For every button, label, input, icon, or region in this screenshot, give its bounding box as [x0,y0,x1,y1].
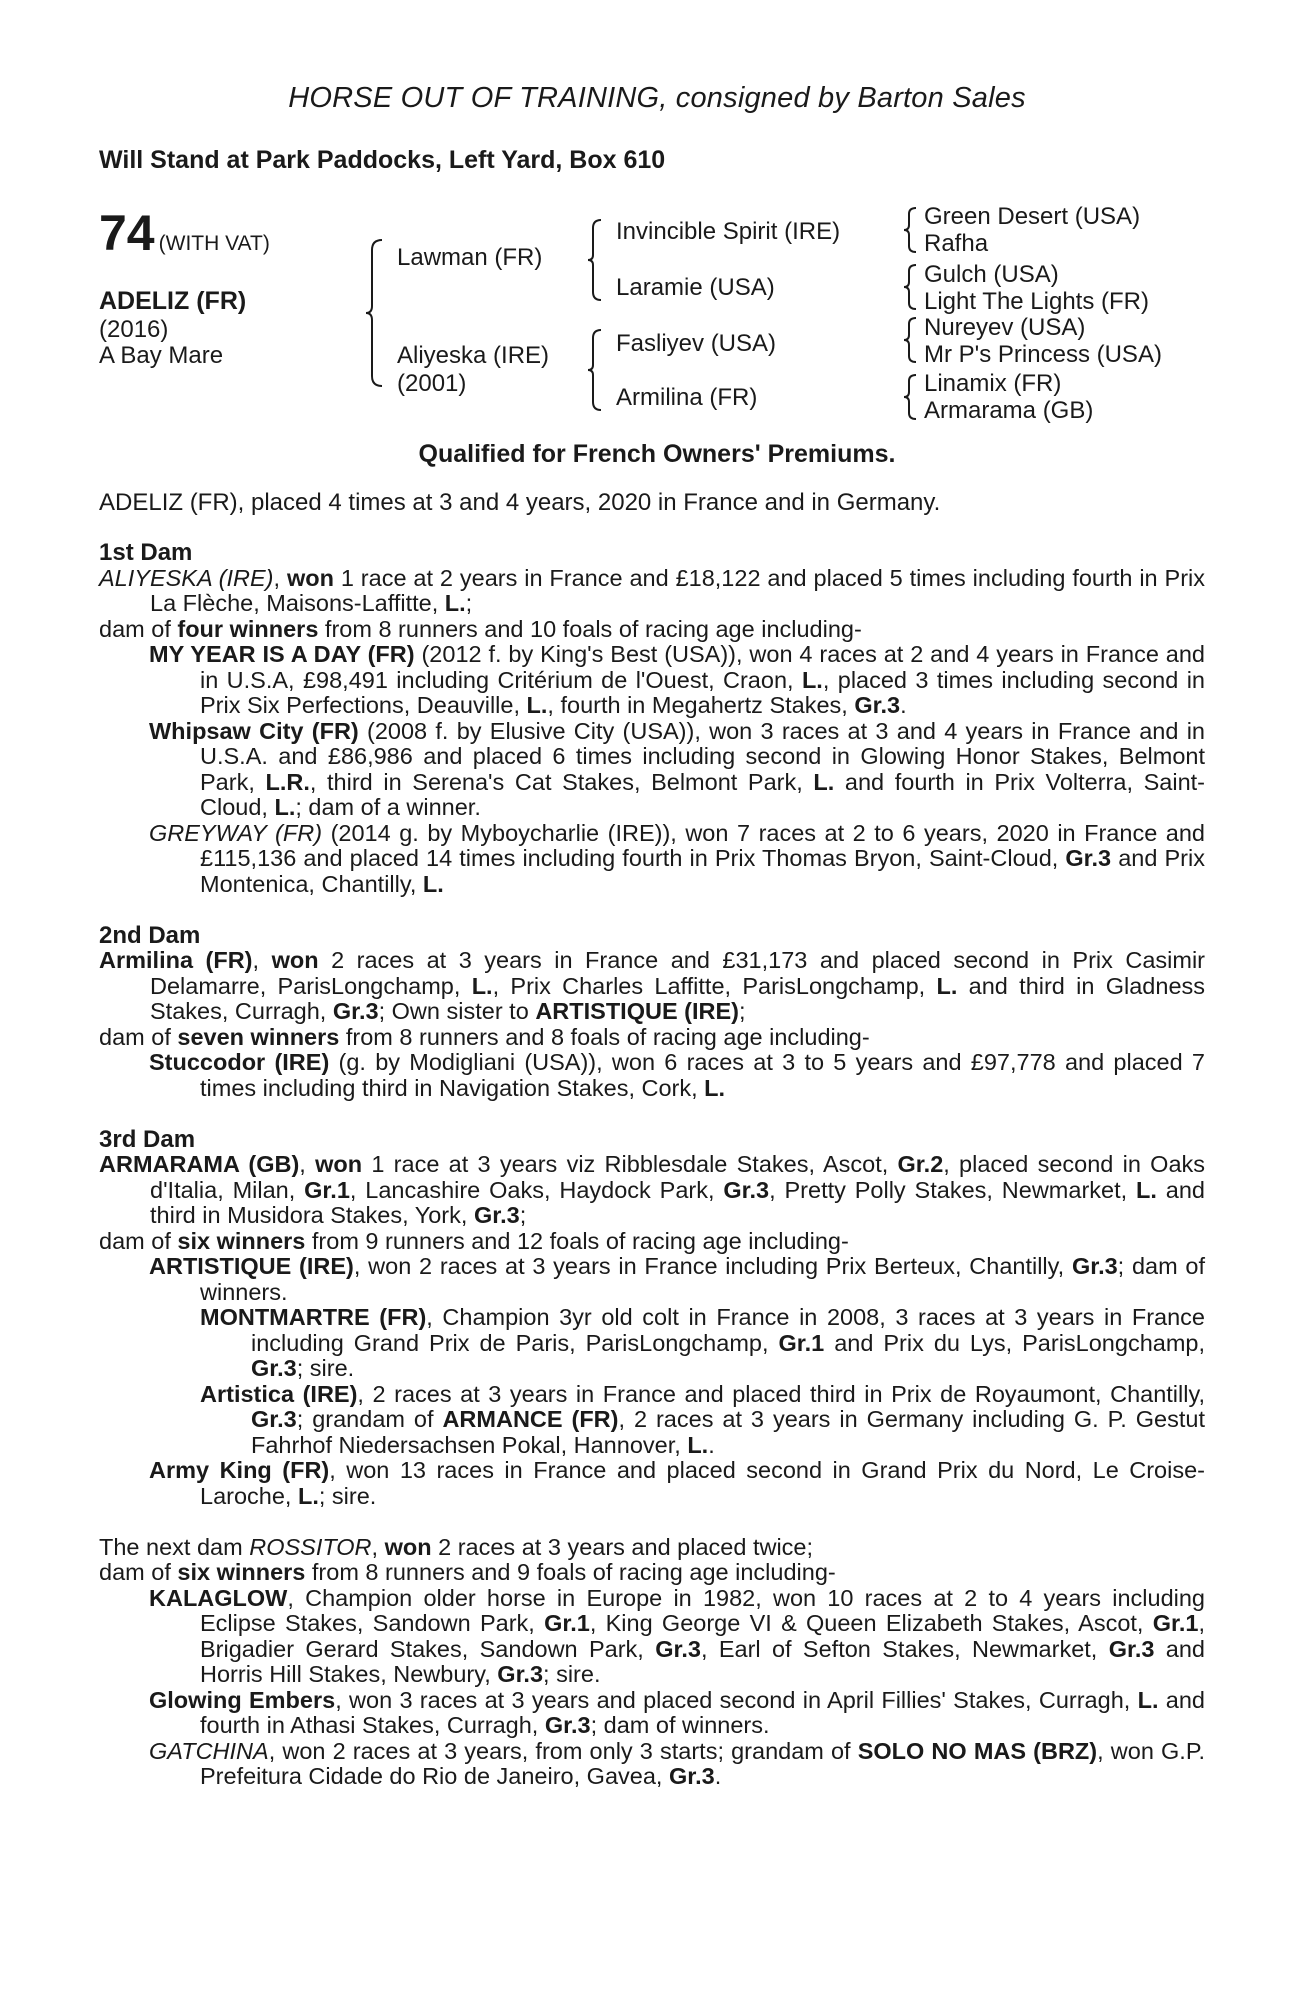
text: and Prix du Lys, ParisLongchamp, [824,1329,1206,1356]
text: ; sire. [543,1661,601,1687]
text: , [371,1533,385,1560]
text: , placed 3 times including second in Prix Six Perfections, Deauville, [200,666,1205,718]
horse-summary: ADELIZ (FR), placed 4 times at 3 and 4 years, 2020 in France and in Germany. [99,489,941,516]
catalogue-header: HORSE OUT OF TRAINING, consigned by Barton Sales [288,82,1026,114]
produce-entry [99,1254,1205,1305]
grade: L. [704,1074,726,1101]
text: , King George VI & Queen Elizabeth Stakes, Ascot, [589,1610,1153,1636]
produce-name: Whipsaw City (FR) [149,717,359,744]
produce-entry [99,1050,1205,1101]
produce-name: ARTISTIQUE (IRE) [149,1253,354,1279]
text: , Champion 3yr old colt in France in 2008, 3 races at 3 years in France including Grand Prix de Paris, ParisLongchamp, [251,1304,1205,1356]
grade: L. [801,666,823,693]
pedigree-sire-dam: Laramie (USA) [616,274,775,301]
text: ; sire. [318,1482,377,1509]
text: , Brigadier Gerard Stakes, Sandown Park, [200,1610,1205,1662]
grade: Gr.3 [544,1712,591,1738]
qualification-note: Qualified for French Owners' Premiums. [418,440,896,468]
text: from 8 runners and 8 foals of racing age including- [339,1023,870,1050]
text: ; sire. [296,1355,355,1381]
produce-entry [99,1458,1205,1509]
pedigree-g7: Linamix (FR) [924,370,1062,397]
produce-name: KALAGLOW [149,1584,288,1611]
grade: L. [274,794,296,820]
text: , won 13 races in France and placed second in Grand Prix du Nord, Le Croise-Laroche, [200,1457,1205,1509]
produce-entry [99,821,1205,898]
text: ; [738,998,746,1024]
grade: Gr.3 [1108,1635,1155,1662]
grade: Gr.3 [655,1635,701,1662]
horse-description: A Bay Mare [99,342,224,369]
produce-entry [99,1305,1205,1382]
third-dam-heading: 3rd Dam [99,1125,196,1153]
text: dam of [99,1227,178,1254]
text: 2 races at 3 years and placed twice; [431,1533,814,1560]
text: from 8 runners and 9 foals of racing age including- [305,1559,836,1585]
won-label: won [271,947,319,973]
first-dam-entry: ALIYESKA (IRE), won 1 race at 2 years in France and £18,122 and placed 5 times including fourth in Prix La Flèche, Maisons-Laffitte, L.; [99,564,1205,616]
pedigree-dam: Aliyeska (IRE) [397,342,550,369]
grade: Gr.3 [251,1406,297,1432]
text: , third in Serena's Cat Stakes, Belmont Park, [309,768,814,795]
text: , 2 races at 3 years in France and placed third in Prix de Royaumont, Chantilly, [357,1380,1206,1407]
text: , won 2 races at 3 years, from only 3 starts; grandam of [268,1737,858,1764]
grade: Gr.3 [668,1763,715,1789]
grade: Gr.3 [473,1202,520,1228]
pedigree-g3: Gulch (USA) [924,261,1059,288]
grade: L.R. [265,768,310,795]
grade: Gr.3 [723,1176,770,1203]
text: , Champion older horse in Europe in 1982, won 10 races at 2 to 4 years including Eclipse Stakes, Sandown Park, [200,1584,1205,1636]
pedigree-dam-sire: Fasliyev (USA) [616,330,777,357]
produce-entry [99,1739,1205,1790]
won-label: won [384,1533,432,1560]
pedigree-brace-dam [586,328,604,412]
text: and third in Musidora Stakes, York, [150,1176,1205,1228]
text: dam of [99,1559,178,1585]
dam-name: ALIYESKA (IRE) [99,564,274,591]
grade: L. [444,590,466,616]
pedigree-sire-sire: Invincible Spirit (IRE) [616,218,841,245]
sister-name: ARTISTIQUE (IRE) [535,998,739,1024]
text: and fourth in Prix Volterra, Saint-Cloud, [200,768,1205,820]
grade: Gr.1 [778,1329,825,1356]
text: ; dam of winners. [590,1712,770,1738]
second-dam-entry: Armilina (FR), won 2 races at 3 years in France and £31,173 and placed second in Prix Casimir Delamarre, ParisLongchamp, L., Prix Charles Laffitte, ParisLongchamp, L. and third in Gladness Stakes, Curragh, Gr.3; Own sister to ARTISTIQUE (IRE); [99,947,1206,1024]
text: , won G.P. Prefeitura Cidade do Rio de Janeiro, Gavea, [200,1737,1206,1789]
produce-name: Artistica (IRE) [200,1380,358,1407]
grade: L. [526,692,548,718]
third-dam-entry: ARMARAMA (GB), won 1 race at 3 years viz Ribblesdale Stakes, Ascot, Gr.2, placed second in Oaks d'Italia, Milan, Gr.1, Lancashire Oaks, Haydock Park, Gr.3, Pretty Polly Stakes, Newmarket, L. and third in Musidora Stakes, York, Gr.3; [99,1151,1206,1228]
text: 1 race at 3 years viz Ribblesdale Stakes, Ascot, [362,1151,898,1177]
grade: Gr.1 [1152,1610,1199,1636]
text: ; dam of winners. [200,1253,1205,1305]
text: , 2 races at 3 years in Germany including G. P. Gestut Fahrhof Niedersachsen Pokal, Hannover, [251,1406,1205,1458]
produce-name: GATCHINA [149,1737,269,1764]
grade: Gr.3 [854,692,901,718]
grade: L. [471,972,493,999]
grade: Gr.3 [497,1661,544,1687]
pedigree-brace-g1 [902,206,918,254]
winners-count: six winners [177,1227,306,1254]
pedigree-brace-main [364,238,386,388]
next-dam-produce-line [99,1560,1205,1586]
pedigree-brace-g4 [902,373,918,421]
text: ; Own sister to [378,998,536,1024]
text: from 9 runners and 12 foals of racing age including- [305,1227,849,1254]
first-dam-heading: 1st Dam [99,539,193,566]
winners-count: seven winners [177,1023,340,1050]
grade: L. [422,870,444,897]
first-dam-produce-line [99,617,1205,643]
horse-name: ADELIZ (FR) [99,287,247,315]
text: and Horris Hill Stakes, Newbury, [200,1635,1205,1687]
stand-location: Will Stand at Park Paddocks, Left Yard, Box 610 [99,146,666,174]
lot-number: 74 [99,205,155,261]
winners-count: four winners [177,615,319,642]
grade: L. [936,972,958,999]
text: from 8 runners and 10 foals of racing age including- [318,615,862,642]
text: (2012 f. by King's Best (USA)), won 4 races at 2 and 4 years in France and in U.S.A, £98,491 including Critérium de l'Ouest, Craon, [200,641,1206,693]
grade: Gr.3 [332,998,379,1024]
text: (2008 f. by Elusive City (USA)), won 3 races at 3 and 4 years in France and in U.S.A. and £86,986 and placed 6 times including second in Glowing Honor Stakes, Belmont Park, [200,717,1205,795]
produce-entry [99,1382,1205,1459]
grade: L. [1137,1686,1159,1713]
pedigree-dam-year: (2001) [397,370,467,397]
text: and third in Gladness Stakes, Curragh, [150,972,1206,1024]
next-dam-entry [99,1535,1205,1561]
grade: L. [687,1431,709,1458]
text: and Prix Montenica, Chantilly, [200,845,1205,897]
produce-entry [99,1688,1205,1739]
winners-count: six winners [177,1559,306,1585]
text: . [714,1763,722,1789]
pedigree-dam-dam: Armilina (FR) [616,384,758,411]
punctuation: ; [465,590,473,616]
pedigree-notes [99,540,1205,1790]
pedigree-g8: Armarama (GB) [924,397,1094,424]
produce-entry [99,1586,1205,1688]
pedigree-g5: Nureyev (USA) [924,314,1086,341]
grade: Gr.3 [1065,845,1112,871]
pedigree-sire: Lawman (FR) [397,244,543,271]
pedigree-brace-g3 [902,316,918,364]
pedigree-g4: Light The Lights (FR) [924,288,1149,315]
text: (g. by Modigliani (USA)), won 6 races at 3 to 5 years and £97,778 and placed 7 times including third in Navigation Stakes, Cork, [200,1049,1205,1101]
race-record: 1 race at 2 years in France and £18,122 and placed 5 times including fourth in Prix La Flèche, Maisons-Laffitte, [150,564,1205,616]
dam-name: ROSSITOR [249,1533,372,1560]
text: dam of [99,1023,178,1050]
dam-name: Armilina (FR) [99,947,253,973]
pedigree-g2: Rafha [924,230,989,257]
grade: L. [1136,1176,1157,1203]
produce-name: Army King (FR) [149,1457,330,1483]
third-dam-produce-line [99,1229,1205,1255]
text: dam of [99,615,178,642]
grand-produce-name: SOLO NO MAS (BRZ) [857,1737,1098,1764]
won-label: won [315,1151,363,1177]
text: , placed second in Oaks d'Italia, Milan, [150,1151,1206,1203]
second-dam-produce-line [99,1025,1205,1051]
text: and fourth in Athasi Stakes, Curragh, [200,1686,1205,1738]
second-dam-heading: 2nd Dam [99,921,201,949]
lot-number-block [99,204,270,262]
grade: L. [297,1482,319,1509]
grade: Gr.1 [304,1176,350,1203]
text: , Pretty Polly Stakes, Newmarket, [769,1176,1137,1203]
text: ; dam of a winner. [295,794,481,820]
grade: L. [813,768,835,795]
text: ; grandam of [296,1406,443,1432]
dam-name: ARMARAMA (GB) [99,1151,300,1177]
produce-name: Glowing Embers [149,1686,336,1713]
vat-note: (WITH VAT) [158,232,270,255]
text: (2014 g. by Myboycharlie (IRE)), won 7 races at 2 to 6 years, 2020 in France and £115,136 and placed 14 times including fourth in Prix Thomas Bryon, Saint-Cloud, [200,819,1206,871]
produce-entry [99,719,1205,821]
grade: Gr.1 [544,1610,590,1636]
pedigree-brace-g2 [902,263,918,311]
pedigree-g6: Mr P's Princess (USA) [924,341,1162,368]
text: , won 2 races at 3 years in France including Prix Berteux, Chantilly, [353,1253,1072,1279]
produce-entry [99,642,1205,719]
text: 2 races at 3 years in France and £31,173 and placed second in Prix Casimir Delamarre, ParisLongchamp, [150,947,1206,999]
text: The next dam [99,1533,250,1560]
produce-name: Stuccodor (IRE) [149,1049,330,1075]
text: ; [519,1202,527,1228]
grade: Gr.2 [897,1151,944,1177]
text: . [708,1431,715,1458]
produce-name: GREYWAY (FR) [149,819,323,846]
pedigree-g1: Green Desert (USA) [924,203,1141,230]
text: , Lancashire Oaks, Haydock Park, [349,1176,724,1203]
text: , won 3 races at 3 years and placed second in April Fillies' Stakes, Curragh, [335,1686,1138,1713]
won-label: won [286,564,334,591]
grade: Gr.3 [251,1355,297,1381]
text: , Prix Charles Laffitte, ParisLongchamp, [492,972,937,999]
text: . [900,692,907,718]
text: , fourth in Megahertz Stakes, [547,692,855,718]
pedigree-brace-sire [586,218,604,302]
text: , Earl of Sefton Stakes, Newmarket, [700,1635,1109,1662]
grand-produce-name: ARMANCE (FR) [442,1406,619,1432]
horse-year: (2016) [99,316,169,343]
produce-name: MY YEAR IS A DAY (FR) [149,641,415,667]
produce-name: MONTMARTRE (FR) [200,1304,427,1330]
grade: Gr.3 [1071,1253,1118,1279]
